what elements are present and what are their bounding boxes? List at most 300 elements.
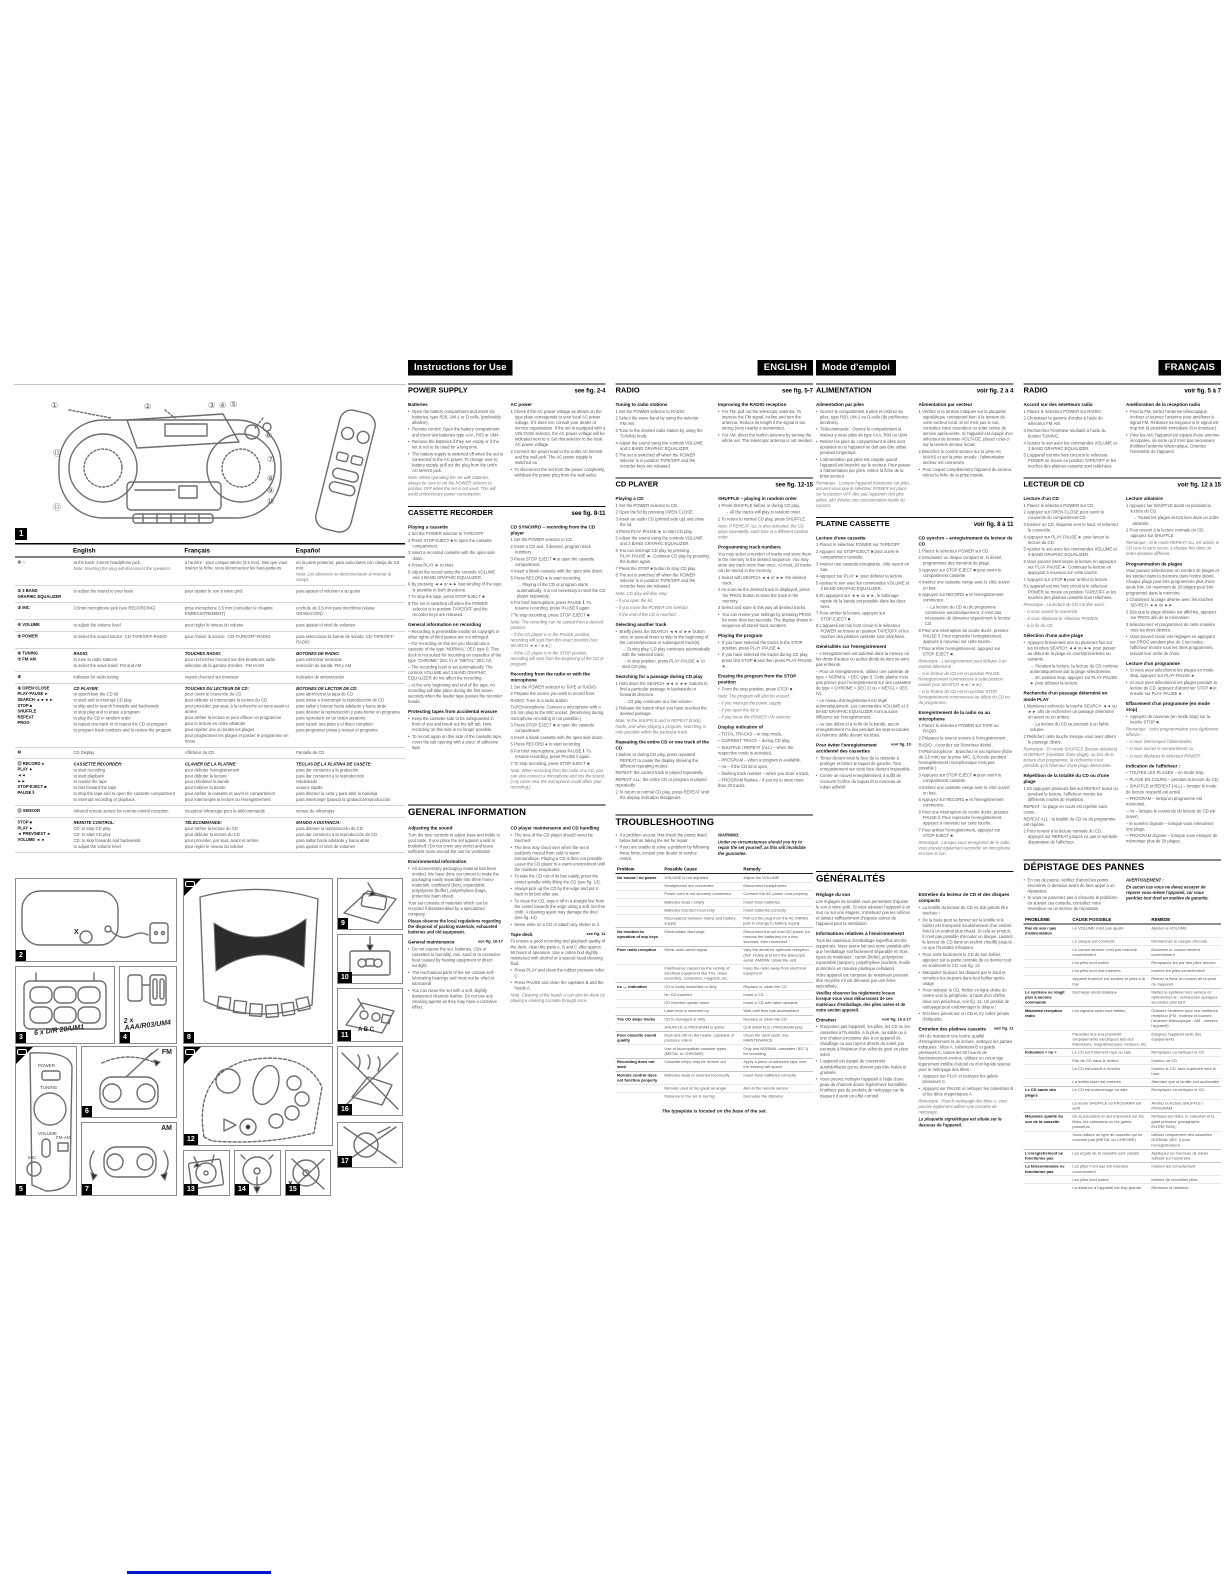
paragraph: – PROGRAM clignote – lorsque vous essayez de mémoriser plus de 20 plages. — [1126, 833, 1218, 844]
subcol-left — [1024, 876, 1119, 913]
cause-cell: De la poussière et des impuretés sur les têtes, les cabestans ou les galets presseurs — [1071, 1113, 1150, 1131]
numbered-step: 6 Vous pouvez interrompre la lecture en appuyant sur PLAY·PAUSE ►. Continuez la lecture en appuyant à nouveau sur cette touche. — [1023, 559, 1116, 576]
sub-heading — [1126, 561, 1221, 567]
problem-cell — [1024, 1057, 1071, 1065]
control-desc-es — [294, 747, 405, 758]
figure-17-badge: 17 — [338, 1156, 352, 1167]
warning-text: AVERTISSEMENT : — [1126, 877, 1164, 883]
two-sub-columns — [408, 398, 606, 499]
numbered-step: 6 For brief interruptions, press PAUSE ‖. To resume recording, press PAUSE ‖ again. — [510, 748, 591, 760]
control-desc-line: CD Display — [73, 749, 95, 755]
figure-14-badge: 14 — [235, 1184, 249, 1195]
sub-heading-text: Recording from the radio or with the microphone — [510, 671, 590, 683]
control-desc-line: sensor de infrarrojos — [296, 808, 335, 814]
control-desc-fr — [182, 648, 293, 671]
note-text: Remarque : Si le mode REPEAT ALL est activé, le CD sera lu sans cesse, à chaque fois dans un ordre aléatoire différent. — [1126, 540, 1220, 557]
list-item: • Pour sortir facilement le CD de son boîtier, appuyez sur la partie centrale de ce dernier tout en soulevant le CD, voir fig. 13. — [919, 952, 1014, 969]
list-item: • To record again on this side of the cassette tape, cover the tab opening with a piece of adhesive tape. — [408, 734, 503, 751]
control-desc-line: to adjust the volume level — [73, 622, 121, 628]
fig-ref: voir fig. 16 à 17 — [882, 1016, 911, 1022]
sub-heading-text: Enregistrement de la radio ou au microphone — [918, 710, 990, 722]
cause-cell: Dust and dirt on the heads, capstans or pressure rollers — [663, 1032, 742, 1045]
figure-fm-antenna — [81, 1046, 177, 1118]
controls-reference-table — [15, 543, 407, 861]
control-desc-line: CD: to start CD play — [73, 831, 111, 837]
numbered-step: 4 Adjust the sound using the controls VOLUME and 3 BAND GRAPHIC EQUALIZER. — [615, 440, 703, 451]
control-desc-en — [71, 620, 182, 631]
control-desc-fr — [182, 586, 293, 603]
table-row — [616, 1058, 814, 1071]
controls-row — [15, 603, 405, 620]
callout-7: ⑦ — [267, 455, 275, 464]
numbered-step: 3 Press STOP·EJECT ■ to open the cassette compartment. — [510, 722, 595, 734]
numbered-step: 1 Placez le sélecteur POWER sur CD. — [1023, 502, 1095, 508]
controls-header-row — [15, 544, 405, 557]
control-key-label: PLAY ► — [17, 825, 34, 831]
figure-device-overview — [15, 388, 403, 534]
list-item: • To disconnect the set from the power completely, withdraw the power plug from the wall outlet. — [511, 467, 606, 478]
control-desc-line: pour programmer les plages et passer le programme en revue — [184, 732, 289, 744]
sub-heading-text: Repeating the entire CD or one track of the CD — [615, 739, 709, 751]
list-item: • If you have selected the tracks in the STOP position, press PLAY·PAUSE ►. — [718, 640, 813, 651]
sub-heading-text: Entretien du lecteur de CD et des disques compacts — [918, 892, 1010, 904]
sub-heading-text: Selecting another track — [615, 621, 667, 627]
problem-cell: Le système ne réagit plus à aucune commande — [1024, 988, 1071, 1006]
cause-cell: Use of incompatible cassette types (METAL or CHROME) — [663, 1045, 742, 1058]
control-key-label: ① ∩ — [17, 560, 26, 565]
numbered-step: 7 Pour arrêter l'enregistrement, appuyez sur STOP·EJECT ■. — [918, 645, 1001, 657]
remedy-cell: Vary the aerial for optimum reception (FM: incline and turn the telescopic aerial; AM/MW: rotate the set) — [742, 946, 813, 964]
figure-cd-wipe-wrong — [285, 1150, 331, 1196]
controls-table-body — [15, 557, 405, 852]
note-text: Note: When recording from the radio or a CD, you can also connect a microphone and mix the sound. (Any noise near the microphone could affect your recording.) — [510, 767, 606, 790]
control-key-label: VOLUME ◄ ► — [17, 837, 46, 843]
section-title: CASSETTE RECORDER — [408, 508, 494, 517]
callout-8: ⑧ — [267, 474, 275, 483]
table-row — [616, 1032, 814, 1045]
numbered-step: 6 En appuyant sur ◄◄ ou ►►, le bobinage rapide de la bande est possible dans les deux sens. — [816, 592, 906, 609]
panel-tuning-label: TUNING — [40, 1085, 58, 1090]
numbered-step: 2 Appuyez sur STOP·EJECT ■ pour ouvrir le compartiment cassette. — [816, 548, 899, 560]
controls-row — [15, 747, 405, 758]
control-desc-es — [294, 683, 405, 747]
section-fig-ref: voir fig. 2 à 4 — [976, 387, 1014, 394]
figure-cd-box-press — [183, 1150, 230, 1196]
numbered-step: 7 To stop recording, press STOP·EJECT ■. — [510, 760, 591, 766]
control-desc-line: to stop the tape and to open the cassette compartment — [73, 791, 175, 797]
list-item: • Vous pouvez revoir vos réglages en appuyant sur PROG pendant plus de 2 secondes : l'afficheur montre tous les titres programmés, suivant leur ordre de choix. — [1126, 634, 1221, 656]
control-desc-line: to stop play and to erase a program — [73, 709, 140, 715]
note-text: Remarque : Votre programmation sera également effacée : — [1126, 726, 1219, 738]
control-keys — [15, 747, 71, 758]
list-item: • To take the CD out of its box easily, press the center spindle while lifting the CD (see fig. 13). — [511, 874, 606, 885]
cause-cell: La lentille laser est embuée — [1071, 1078, 1150, 1086]
control-key-label: ④ VOLUME — [17, 622, 40, 628]
control-key-label: ◄◄ — [17, 773, 26, 778]
paragraph: – TOUTES LES PLAGES – en mode stop, — [1126, 770, 1205, 776]
note-text: Remarque : Pour le nettoyage des têtes A, vous pouvez également utiliser une cassette de nettoyage. — [918, 1098, 1008, 1115]
sub-heading-text: Playing a cassette — [408, 524, 448, 530]
panel-mic-label: MIC — [28, 1155, 37, 1160]
sub-heading-text: Lecture d'un programme — [1126, 660, 1180, 666]
subcol-right — [718, 492, 813, 802]
control-desc-line: para sintonizar emisoras — [296, 656, 342, 662]
list-item: • For AM, direct the built-in antenna by turning the whole set. The telescopic antenna is not needed. — [718, 432, 813, 443]
cause-cell: Remote used at too great an angle — [663, 1084, 742, 1092]
problem-cell — [1024, 967, 1071, 975]
numbered-step: 2 Press STOP·EJECT ■ to open the cassette compartment. — [408, 537, 492, 549]
numbered-step: 7 Pour arrêter la lecture, appuyez sur STOP·EJECT ■. — [816, 610, 886, 622]
control-desc-line: para saltar hacia adelante y hacia atrás — [296, 837, 370, 843]
remedy-cell: Remplacez ou nettoyez le CD — [1150, 1086, 1221, 1099]
paragraph: REPEAT ALL: the entire CD or program is played repeatedly. — [615, 776, 707, 788]
callout-11: ⑪ — [53, 503, 61, 512]
control-desc-line: to tune to radio stations — [73, 656, 118, 662]
subcol-right — [1126, 492, 1221, 847]
numbered-step: 4 Appuyez sur PLAY·PAUSE ► pour lancer la lecture du CD. — [1023, 534, 1109, 545]
remedy-cell: Attendez que la lentille soit acclimatée — [1150, 1078, 1221, 1086]
table-row — [1024, 967, 1222, 975]
section-header — [616, 384, 814, 395]
figure-insert-cassette — [337, 878, 403, 930]
subcol-right — [919, 531, 1014, 858]
control-keys — [15, 806, 71, 817]
numbered-step: 1 Set the POWER selector to TAPE/OFF. — [408, 531, 485, 537]
problem-cell: La télécommande ne fonctionne pas — [1024, 1163, 1071, 1176]
sub-heading-text: Recherche d'un passage déterminé en mode PLAY — [1023, 690, 1108, 702]
result-line: → En position stop, appuyez sur PLAY·PAUSE ► pour débuter la lecture. — [1030, 675, 1118, 686]
section-header — [408, 384, 606, 395]
fig-ref: voir fig. 11 — [993, 1026, 1014, 1031]
control-desc-line: to start recording — [73, 767, 105, 773]
control-keys — [15, 631, 71, 648]
typeplate-note: The typeplate is located on the base of the set. — [661, 1108, 767, 1114]
problem-cell: No sound / no power — [616, 874, 663, 882]
table-row — [616, 1071, 814, 1084]
control-desc-en — [71, 631, 182, 648]
controls-row — [15, 672, 405, 683]
francais-language-label: FRANÇAIS — [1159, 360, 1221, 376]
sub-heading — [511, 931, 606, 937]
note-text: Note: The recording can be started from a desired position: — [510, 619, 604, 631]
control-desc-line: to adjust the volume level — [73, 843, 121, 849]
remedy-cell: Insert a CD — [742, 991, 813, 999]
numbered-step: 3 Insérez un CD, étiquette vers le haut, et refermez le couvercle. — [1023, 522, 1119, 533]
remedy-cell: Remplacez-les par des piles neuves — [1150, 959, 1221, 967]
sub-heading — [718, 544, 813, 550]
callout-4: ④ — [219, 401, 227, 410]
table-row — [1024, 1149, 1222, 1162]
cause-cell: Parasites dus à la proximité d'équipements électriques tels des téléviseurs, magnétoscopes, moteurs, etc. — [1071, 1030, 1150, 1048]
numbered-step: 3 Insérez une cassette enregistrée, côté ouvert en bas. — [816, 561, 910, 572]
note-text: Note: Cleaning of the heads A can also be done by playing a cleaning cassette through once. — [510, 992, 605, 1004]
subcol-right — [919, 398, 1014, 510]
control-desc-line: pour arrêter la lecture du CD — [184, 825, 238, 831]
paragraph: REPEAT : la plage en cours est répétée sans cesse. — [1023, 803, 1108, 815]
control-desc-line: prise microphone 3,5 mm (consultez le chapitre ENREGISTREMENT) — [184, 605, 273, 617]
list-item: • If a problem occurs, first check the points listed below before taking the set for repair. — [616, 832, 711, 843]
sub-heading-text: SHUFFLE – playing in random order — [718, 496, 797, 502]
cause-cell: Les piles sont usées — [1071, 959, 1150, 967]
section-title: GENERAL INFORMATION — [408, 807, 527, 818]
control-key-label: SEARCH ◄◄ ►► — [17, 697, 54, 702]
table-row — [616, 946, 814, 964]
two-sub-columns — [616, 831, 814, 862]
control-desc-es — [294, 603, 405, 620]
note-text: Remarque : L'enregistrement peut débuter à un endroit déterminé : — [918, 658, 1007, 669]
numbered-step: 5 Appuyez sur RECORD ● et l'enregistrement commence. — [918, 797, 1004, 808]
note-text: – if you interrupt the power supply, — [718, 700, 782, 706]
numbered-step: 1 Vérifiez si la tension indiquée sur la plaquette signalétique correspond bien à la tension de votre secteur local. Si tel n'est pas le cas, consultez votre revendeur ou votre centre de service après-vente. Si l'appareil est équipé d'un sélecteur de tension VOLTAGE, placez celui-ci sur la tension secteur locale. — [918, 408, 1013, 448]
warning-text: En aucun cas vous ne devez essayer de réparer vous-même l'appareil, car vous perdriez tout droit en matière de garantie. — [1126, 884, 1209, 901]
table-row — [1024, 975, 1222, 988]
problem-cell — [616, 999, 663, 1007]
table-row — [1024, 1057, 1222, 1065]
problem-cell — [616, 1007, 663, 1015]
sub-heading — [1024, 402, 1119, 408]
numbered-step: 8 The set is switched off when the POWER selector is in position TAPE/OFF and the recorder keys are released. — [615, 572, 696, 589]
note-text: – si le lecteur de CD est en position PAUSE, l'enregistrement commencera à cette position exacte (voir SEARCH ◄◄ / ►►) ; — [918, 670, 1003, 688]
page-english — [408, 360, 813, 1210]
section-fig-ref: see fig. 8-11 — [571, 509, 606, 517]
numbered-step: 4 Ajustez le son avec les commandes VOLUME et 3 BAND GRAPHIC EQUALIZER. — [1023, 440, 1117, 451]
control-desc-line: to fast forward the tape — [73, 785, 117, 791]
control-desc-fr — [182, 672, 293, 683]
group-heading: REMOTE CONTROL: — [73, 820, 115, 826]
fm-caption: FM — [161, 1049, 172, 1056]
sub-heading-text: Environmental information — [408, 859, 467, 865]
problem-cell — [1024, 1030, 1071, 1048]
panel-fmam-label: FM·AM — [56, 1135, 71, 1140]
sub-heading — [919, 535, 1014, 547]
sub-heading — [816, 742, 911, 754]
list-item: • Pour couper complètement l'appareil du secteur, retirez la fiche de la prise murale. — [919, 467, 1014, 478]
table-row — [1024, 1163, 1222, 1176]
numbered-step: 4 Appuyez sur PLAY ► pour débuter la lecture. — [816, 573, 904, 579]
problem-cell — [616, 906, 663, 914]
table-row — [1024, 924, 1222, 937]
two-sub-columns — [408, 821, 606, 1011]
control-key-label: ② 3 BAND — [17, 588, 38, 593]
list-item: • Contre un nouvel enregistrement, il suffit de recouvrir l'orifice du taquet d'un morceau de ruban adhésif. — [816, 773, 911, 790]
section-header — [816, 384, 1014, 395]
problem-cell — [616, 1023, 663, 1031]
control-desc-es — [294, 817, 405, 852]
subcol-left — [408, 398, 503, 499]
problem-cell: No reaction to operation of any keys — [616, 928, 663, 946]
control-desc-line: para ajustar el nivel de volumen — [296, 622, 356, 628]
figure-3-badge: 3 — [16, 1032, 26, 1043]
remedy-cell: Decrease the distance — [742, 1093, 813, 1101]
controls-row — [15, 759, 405, 806]
numbered-step: 2 Release the button when you have reached the desired passage. — [615, 705, 707, 717]
numbered-step: 3 Insert an audio CD (printed side up) and close the lid. — [615, 516, 705, 527]
sub-heading — [1024, 496, 1119, 502]
numbered-step: 1 Maintenez enfoncée la touche SEARCH ◄◄ ou ►► afin de rechercher un passage déterminé en avant ou en arrière. — [1023, 703, 1117, 720]
subcol-left — [1024, 398, 1119, 471]
list-item: • Si vous ne parvenez pas à résoudre le problème en suivant ces conseils, consultez votre revendeur ou un service de réparation. — [1024, 895, 1119, 912]
sub-heading-text: Indication de l'afficheur : — [1126, 763, 1181, 769]
section-header — [816, 517, 1014, 528]
section-fig-ref: see fig. 2-4 — [574, 387, 606, 394]
numbered-step: 2 Appuyez sur OPEN·CLOSE pour ouvrir le couvercle du compartiment CD. — [1023, 509, 1105, 521]
problem-cell: Mauvaise qualité du son de la cassette — [1024, 1113, 1071, 1131]
warning-text: Under no circumstances should you try to repair the set yourself, as this will invalidate the guarantee. — [718, 839, 806, 856]
figure-avoid-heat — [337, 1046, 403, 1116]
control-desc-line: para programar pistas y revisar el programa — [296, 727, 378, 733]
cause-cell: CD inserted upside down — [663, 999, 742, 1007]
table-header: PROBLÈME — [1024, 916, 1071, 924]
section-header — [616, 478, 814, 489]
control-desc-line: to select the sound source: CD-TAPE/OFF-RADIO — [73, 634, 167, 640]
table-row — [1024, 1007, 1222, 1030]
paragraph: Tous les matériaux d'emballage superflus ont été supprimés. Nous avons fait tout notre possible afin que l'emballage soit facilement séparable en trois types de matériaux : carton (boîte), polystyrène expansible (tampon), polyéthylène (sachets, feuille protectrice en mousse plastique cellulaire). — [816, 938, 911, 971]
control-desc-line: to repeat one track or to repeat the CD or program — [73, 721, 167, 727]
numbered-step: 1 Check if the AC power voltage as shown on the type plate corresponds to your local AC power voltage. If it does not, consult your dealer or service organisation. If the set is equipped with a VOLTAGE selector, the AC power voltage will be indicated next to it. Set this selector to the local AC power voltage. — [510, 408, 606, 448]
problem-cell — [1024, 938, 1071, 946]
sub-heading — [816, 535, 911, 541]
paragraph: – PLAGE EN COURS – pendant la lecture du CD, — [1126, 776, 1219, 782]
section-fig-ref: voir fig. 12 à 15 — [1177, 481, 1221, 489]
cause-cell: Laser lens is steamed up — [663, 1007, 742, 1015]
numbered-step: 2 Relâchez cette touche lorsque vous avez atteint le passage désiré. — [1023, 733, 1116, 745]
control-desc-fr — [182, 557, 293, 586]
control-desc-line: to interrupt recording or playback — [73, 797, 135, 803]
group-heading: TECLAS DE LA PLATINA DE CASETE: — [296, 761, 372, 767]
controls-header-french: Français — [182, 544, 293, 557]
cause-cell: Batteries dead or inserted incorrectly — [663, 1071, 742, 1084]
section-title: TROUBLESHOOTING — [615, 817, 715, 828]
set-view-corner-icon — [184, 1047, 201, 1064]
control-key-label: SHUFFLE — [17, 709, 37, 714]
controls-row — [15, 586, 405, 603]
list-item: • Appuyez brièvement une ou plusieurs fois sur les touches SEARCH ◄◄ ou ►► pour passer au début de la plage en cours/précédente ou suivante. — [1024, 640, 1119, 662]
control-key-label: STOP ■ — [17, 703, 33, 708]
remedy-cell: Insérez un CD — [1150, 1057, 1221, 1065]
sub-heading — [1126, 402, 1221, 408]
control-desc-fr — [182, 620, 293, 631]
numbered-step: 2 Select the wave band by using the selector FM·AM. — [615, 415, 699, 427]
section-fig-ref: see fig. 5-7 — [781, 387, 813, 394]
subcol-left — [816, 398, 911, 510]
control-key-label: ⑨ OPEN·CLOSE — [17, 685, 50, 691]
problem-cell — [1024, 1065, 1071, 1078]
section-title: CD PLAYER — [615, 480, 659, 489]
control-desc-en — [71, 683, 182, 747]
section-title: ALIMENTATION — [816, 386, 872, 395]
figure-16-badge: 16 — [338, 1104, 352, 1115]
cause-cell: Power cord is not securely connected — [663, 890, 742, 898]
sub-heading — [408, 402, 503, 408]
list-item: • N'exposez pas l'appareil, les piles, les CD ou les cassettes à l'humidité, à la pluie, au sable ou à une chaleur excessive due à un appareil de chauffage ou aux rayons directs du soleil, par exemple à l'intérieur d'un véhicule garé en plein soleil. — [816, 1024, 911, 1057]
page-french — [816, 360, 1221, 1210]
control-desc-line: to play the CD in random order — [73, 715, 131, 721]
list-item: • The mechanical parts of the set contain self-lubricating bearings and must not be oiled or lubricated! — [408, 970, 503, 987]
control-desc-line: rebobinado — [296, 779, 318, 785]
cause-cell: Distance to the set is too big — [663, 1093, 742, 1101]
cause-cell: Cassette tab(s) may be broken out — [663, 1058, 742, 1071]
table-row — [1024, 1065, 1222, 1078]
sub-heading — [408, 709, 503, 715]
control-desc-line: pour procéder, par saut, à la recherche en sens avant et arrière — [184, 703, 289, 715]
control-desc-es — [294, 759, 405, 806]
cause-cell: Le cordon secteur n'est pas branché correctement — [1071, 946, 1150, 959]
list-item: • Si vous avez sélectionné les plages en mode stop, appuyez sur PLAY·PAUSE ►. — [1126, 668, 1221, 679]
two-sub-columns — [616, 492, 814, 802]
numbered-step: 5 Appuyez sur RECORD ● et l'enregistrement commence. — [918, 592, 1004, 603]
sub-heading-text: Réglage du son — [816, 892, 851, 898]
sub-heading-text: AC power — [510, 402, 532, 407]
list-item: • Pour nettoyer le CD, frottez en ligne droite du centre vers la périphérie, à l'aide d'un chiffon doux non pelucheux, voir fig. 14. Un produit de nettoyage peut endommager le disque ! — [919, 988, 1014, 1010]
paragraph: TAPE/microphone: Connect a microphone with a 3.5 mm plug to the MIC socket. (Monitoring during microphone recording is not possible.) — [510, 704, 604, 721]
subcol-right — [1126, 876, 1221, 913]
paragraph: – PROGRAM – lorsqu'un programme est mémorisé, — [1126, 796, 1202, 807]
figure-am-rotate — [81, 1122, 177, 1196]
list-item: • The battery supply is switched off when the set is connected to the AC power. To change over to battery supply, pull out the plug from the unit's AC MAINS jack. — [408, 451, 503, 473]
control-desc-line: para dar comienzo a la grabación — [296, 767, 359, 773]
figure-no-writing — [337, 1122, 403, 1168]
list-item: • For FM, pull out the telescopic antenna. To improve the FM signal, incline and turn the antenna. Reduce its length if the signal is too strong (very nearby a transmitter). — [718, 409, 813, 431]
sub-heading-text: Adjusting the sound — [408, 825, 453, 831]
scan-blue-underline — [127, 1571, 271, 1574]
table-header: Possible Cause — [663, 866, 742, 874]
sub-heading — [816, 644, 911, 650]
table-row — [1024, 1099, 1222, 1112]
cause-cell: Appareil branché sur secteur et piles à la fois — [1071, 975, 1150, 988]
sub-heading — [718, 724, 813, 730]
paragraph: RADIO: Tune to a radio station. — [510, 697, 569, 703]
numbered-step: 5 L'appareil est mis hors circuit si le sélecteur POWER se trouve en position TAPE/OFF et les touches des platines cassette sont relâchées. — [1023, 452, 1117, 469]
cause-cell: Interference caused by the vicinity of electrical equipment like TVs, video recorders, computers, magnets, etc. — [663, 964, 742, 982]
control-key-label: GRAPHIC EQUALIZER — [17, 594, 62, 599]
figure-10-badge: 10 — [338, 972, 352, 983]
control-desc-line: para detener la reproducción y para borrar un programa — [296, 709, 400, 715]
troubleshooting-table — [1024, 916, 1222, 1192]
problem-cell — [616, 915, 663, 928]
control-desc-line: indicator for radio tuning — [73, 674, 119, 680]
group-heading: CD PLAYER: — [73, 685, 99, 691]
english-column-right — [616, 377, 814, 1114]
remedy-cell: Aim at the remote sensor — [742, 1084, 813, 1092]
sub-heading — [816, 892, 911, 898]
note-text: – si vous déplacez le sélecteur POWER. — [1126, 753, 1202, 759]
cause-cell: Les piles n'ont pas été insérées correctement — [1071, 1163, 1150, 1176]
control-desc-line: pour bobiner la bande — [184, 785, 226, 791]
numbered-step: 4 Insert a blank cassette with the open side down. — [510, 734, 604, 740]
numbered-step: 1 Set the POWER selector to CD. — [510, 537, 574, 543]
control-desc-en — [71, 672, 182, 683]
problem-cell: Poor radio reception — [616, 946, 663, 964]
control-desc-line: pour ouvrir le couvercle du CD — [184, 691, 242, 697]
paragraph: – PROGRAM – when a program is available, — [718, 757, 802, 763]
note-text: – si vous ouvrez le couvercle, — [1023, 608, 1079, 614]
list-item: • Open the battery compartment and insert six batteries, type R20, UM-1 or D-cells, (preferably alkaline). — [408, 409, 503, 426]
sub-heading-text: Entretien des platines cassette — [918, 1026, 986, 1032]
note-text: – if the end of the CD is reached. — [615, 611, 677, 617]
subcol-left — [408, 520, 503, 792]
control-key-label: ⑤ POWER — [17, 634, 38, 639]
problem-cell — [616, 898, 663, 906]
sub-heading — [408, 622, 503, 628]
problem-cell: Mauvaise réception radio — [1024, 1007, 1071, 1030]
problem-cell — [1024, 1131, 1071, 1149]
figure-head-cleaning — [337, 988, 403, 1042]
control-desc-en — [71, 586, 182, 603]
fig-ref: see fig. 16-17 — [477, 939, 503, 944]
cause-cell: Les ergots de la cassette sont cassés — [1071, 1149, 1150, 1162]
numbered-step: 1 Set the POWER selector to CD. — [615, 502, 679, 508]
control-desc-line: para reproducir en un orden aleatorio — [296, 715, 366, 721]
